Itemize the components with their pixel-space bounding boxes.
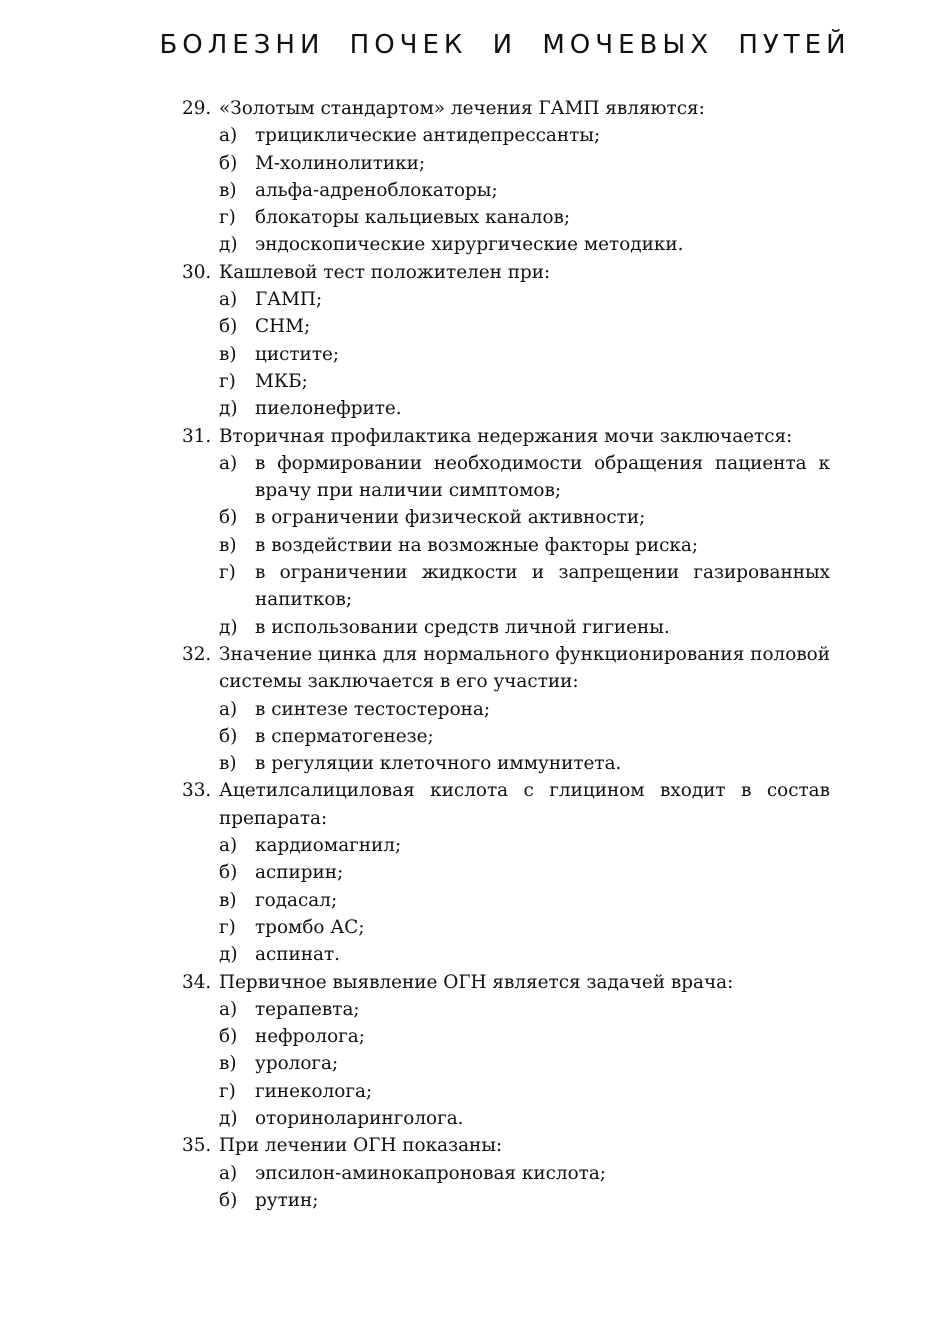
answer-letter: б) (219, 725, 238, 747)
answer-text: тромбо АС; (255, 916, 365, 938)
answer-letter: г) (219, 916, 236, 938)
answer-letter: б) (219, 1026, 238, 1048)
answer-text: в ограничении жидкости и запрещении газированных напитков; (255, 562, 830, 611)
answer-option (219, 887, 830, 914)
answer-text: аспинат. (255, 944, 341, 966)
answer-option (219, 1160, 830, 1187)
answer-letter: д) (219, 616, 238, 638)
answer-option (219, 368, 830, 395)
answer-text: в использовании средств личной гигиены. (255, 616, 670, 638)
question-text: При лечении ОГН показаны: (219, 1135, 503, 1157)
question-34 (182, 969, 830, 1133)
answer-letter: а) (219, 289, 238, 311)
answer-text: в формировании необходимости обращения пациента к врачу при наличии симптомов; (255, 452, 830, 502)
answer-letter: а) (219, 835, 238, 857)
answer-option (219, 941, 830, 968)
answer-letter: б) (219, 152, 238, 174)
answer-option (219, 723, 830, 750)
answer-letter: г) (219, 207, 236, 229)
answer-text: блокаторы кальциевых каналов; (255, 207, 571, 229)
answer-text: рутин; (255, 1189, 319, 1211)
question-35 (182, 1132, 830, 1214)
question-stem (182, 969, 830, 996)
answer-list (182, 996, 830, 1132)
answer-option (219, 395, 830, 422)
answer-letter: а) (219, 125, 238, 147)
answer-text: эпсилон-аминокапроновая кислота; (255, 1162, 606, 1184)
answer-option (219, 696, 830, 723)
question-stem (182, 777, 830, 832)
answer-text: нефролога; (255, 1026, 365, 1048)
answer-option (219, 150, 830, 177)
answer-letter: б) (219, 862, 238, 884)
page-header: БОЛЕЗНИ ПОЧЕК И МОЧЕВЫХ ПУТЕЙ (159, 30, 851, 60)
answer-letter: в) (219, 753, 237, 775)
answer-text: альфа-адреноблокаторы; (255, 179, 498, 201)
question-30 (182, 259, 830, 423)
question-text: Первичное выявление ОГН является задачей врача: (219, 971, 734, 993)
question-text: Кашлевой тест положителен при: (219, 261, 551, 283)
answer-option (219, 341, 830, 368)
answer-option (219, 204, 830, 231)
answer-letter: а) (219, 1162, 238, 1184)
answer-text: терапевта; (255, 998, 360, 1020)
answer-letter: б) (219, 316, 238, 338)
answer-text: оториноларинголога. (255, 1107, 464, 1129)
answer-text: МКБ; (255, 370, 308, 392)
answer-text: СНМ; (255, 316, 311, 338)
question-stem (182, 1132, 830, 1159)
question-number: 31. (182, 425, 212, 447)
question-stem (182, 259, 830, 286)
question-stem (182, 95, 830, 122)
answer-list (182, 1160, 830, 1215)
answer-text: в синтезе тестостерона; (255, 698, 491, 720)
answer-option (219, 313, 830, 340)
answer-option (219, 231, 830, 258)
answer-text: в ограничении физической активности; (255, 507, 646, 529)
answer-option (219, 177, 830, 204)
question-number: 30. (182, 261, 212, 283)
question-number: 33. (182, 780, 212, 802)
answer-option (219, 996, 830, 1023)
answer-letter: в) (219, 1053, 237, 1075)
question-text: «Золотым стандартом» лечения ГАМП являются: (219, 98, 705, 119)
answer-list (182, 286, 830, 422)
answer-letter: г) (219, 370, 236, 392)
answer-letter: в) (219, 889, 237, 911)
answer-text: трициклические антидепрессанты; (255, 125, 601, 147)
question-31 (182, 423, 830, 641)
answer-text: кардиомагнил; (255, 835, 402, 857)
answer-text: в регуляции клеточного иммунитета. (255, 753, 622, 775)
answer-option (219, 750, 830, 777)
answer-option (219, 1187, 830, 1214)
answer-letter: г) (219, 562, 236, 584)
answer-text: гинеколога; (255, 1080, 373, 1102)
answer-text: в воздействии на возможные факторы риска; (255, 534, 699, 556)
answer-option (219, 1050, 830, 1077)
answer-option (219, 122, 830, 149)
answer-option (219, 504, 830, 531)
question-list (182, 95, 830, 1214)
question-33 (182, 777, 830, 968)
answer-text: цистите; (255, 343, 340, 365)
question-number: 29. (182, 98, 212, 119)
question-32 (182, 641, 830, 777)
answer-text: аспирин; (255, 862, 344, 884)
answer-option (219, 532, 830, 559)
question-number: 35. (182, 1135, 212, 1157)
answer-option (219, 1078, 830, 1105)
answer-list (182, 122, 830, 258)
answer-option (219, 832, 830, 859)
answer-letter: а) (219, 998, 238, 1020)
answer-letter: б) (219, 507, 238, 529)
answer-letter: д) (219, 234, 238, 256)
question-stem (182, 641, 830, 696)
answer-letter: в) (219, 179, 237, 201)
answer-text: в сперматогенезе; (255, 725, 434, 747)
answer-letter: в) (219, 343, 237, 365)
answer-text: годасал; (255, 889, 338, 911)
answer-letter: д) (219, 944, 238, 966)
answer-option (219, 1105, 830, 1132)
answer-list (182, 696, 830, 778)
question-text: Вторичная профилактика недержания мочи заключается: (219, 425, 793, 447)
answer-letter: в) (219, 534, 237, 556)
answer-option (219, 614, 830, 641)
answer-option (219, 286, 830, 313)
answer-option (219, 914, 830, 941)
answer-option (219, 859, 830, 886)
answer-list (182, 450, 830, 641)
answer-text: эндоскопические хирургические методики. (255, 234, 684, 256)
answer-letter: д) (219, 398, 238, 420)
question-stem (182, 423, 830, 450)
answer-letter: б) (219, 1189, 238, 1211)
answer-option (219, 1023, 830, 1050)
question-number: 34. (182, 971, 212, 993)
answer-text: уролога; (255, 1053, 339, 1075)
answer-option (219, 450, 830, 505)
question-text: Ацетилсалициловая кислота с глицином входит в состав препарата: (219, 780, 830, 829)
question-29 (182, 95, 830, 259)
answer-text: ГАМП; (255, 289, 323, 311)
answer-letter: а) (219, 698, 238, 720)
answer-letter: а) (219, 452, 238, 474)
answer-text: пиелонефрите. (255, 398, 402, 420)
answer-option (219, 559, 830, 614)
answer-list (182, 832, 830, 968)
answer-text: М-холинолитики; (255, 152, 426, 174)
answer-letter: д) (219, 1107, 238, 1129)
question-text: Значение цинка для нормального функционирования половой системы заключается в его участии: (219, 643, 830, 693)
question-number: 32. (182, 643, 212, 665)
answer-letter: г) (219, 1080, 236, 1102)
